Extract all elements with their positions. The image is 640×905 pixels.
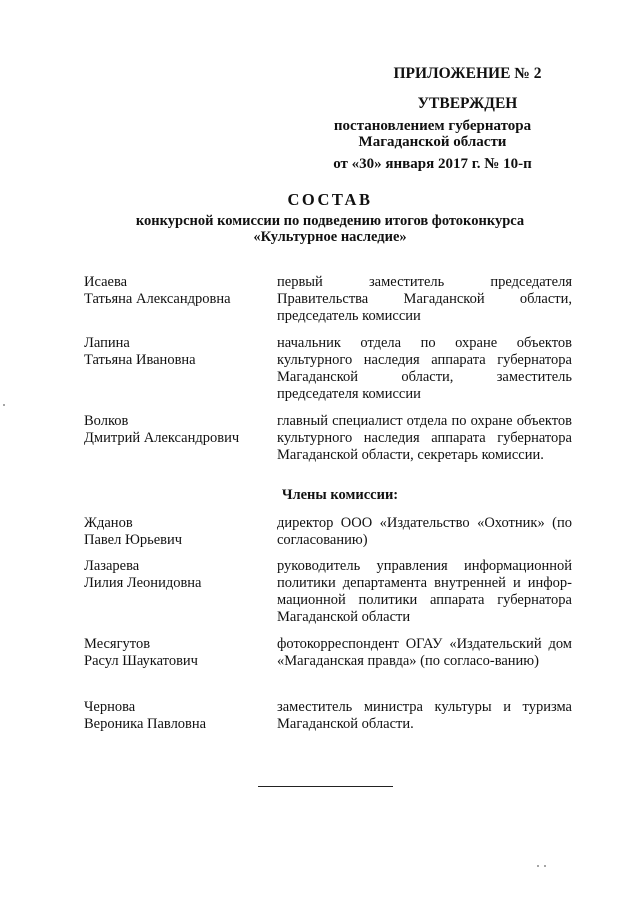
person-role: фотокорреспондент ОГАУ «Издательский дом «Магаданская правда» (по согласо-ванию) bbox=[277, 636, 572, 669]
resolution-date: от «30» января 2017 г. № 10-п bbox=[333, 156, 532, 172]
person-role: директор ООО «Издательство «Охотник» (по согласованию) bbox=[277, 515, 572, 548]
person-given-name: Павел Юрьевич bbox=[84, 532, 183, 548]
person-name bbox=[84, 699, 269, 733]
person-name bbox=[84, 413, 269, 447]
scan-speck bbox=[544, 865, 546, 867]
person-surname: Чернова bbox=[84, 699, 136, 715]
person-given-name: Татьяна Ивановна bbox=[84, 352, 196, 368]
person-given-name: Татьяна Александровна bbox=[84, 291, 231, 307]
person-given-name: Расул Шаукатович bbox=[84, 653, 198, 669]
person-given-name: Лилия Леонидовна bbox=[84, 575, 202, 591]
person-surname: Исаева bbox=[84, 274, 128, 290]
person-surname: Месягутов bbox=[84, 636, 151, 652]
person-given-name: Вероника Павловна bbox=[84, 716, 207, 732]
scan-speck bbox=[537, 865, 539, 867]
person-role: начальник отдела по охране объектов культурного наследия аппарата губернатора Магаданской области, заместитель председателя комиссии bbox=[277, 335, 572, 402]
person-name bbox=[84, 636, 269, 670]
person-surname: Лазарева bbox=[84, 558, 140, 574]
person-surname: Лапина bbox=[84, 335, 130, 351]
person-surname: Волков bbox=[84, 413, 129, 429]
scan-speck bbox=[3, 404, 5, 406]
person-name bbox=[84, 558, 269, 592]
appendix-label: ПРИЛОЖЕНИЕ № 2 bbox=[393, 65, 542, 82]
document-subtitle: конкурсной комиссии по подведению итогов фотоконкурса «Культурное наследие» bbox=[135, 213, 525, 245]
members-heading: Члены комиссии: bbox=[281, 487, 399, 503]
approved-by: постановлением губернатора Магаданской области bbox=[333, 118, 532, 150]
person-surname: Жданов bbox=[84, 515, 133, 531]
person-given-name: Дмитрий Александрович bbox=[84, 430, 240, 446]
document-title: СОСТАВ bbox=[287, 190, 373, 209]
person-role: заместитель министра культуры и туризма Магаданской области. bbox=[277, 699, 572, 732]
person-name bbox=[84, 274, 269, 308]
person-role: главный специалист отдела по охране объектов культурного наследия аппарата губернатора Магаданской области, секретарь комиссии. bbox=[277, 413, 572, 463]
person-role: первый заместитель председателя Правительства Магаданской области, председатель комиссии bbox=[277, 274, 572, 324]
person-name bbox=[84, 335, 269, 369]
approved-label: УТВЕРЖДЕН bbox=[417, 95, 518, 112]
person-name bbox=[84, 515, 269, 549]
closing-rule bbox=[258, 786, 393, 787]
person-role: руководитель управления информационной политики департамента внутренней и инфор-мационной политики аппарата губернатора Магаданской области bbox=[277, 558, 572, 625]
